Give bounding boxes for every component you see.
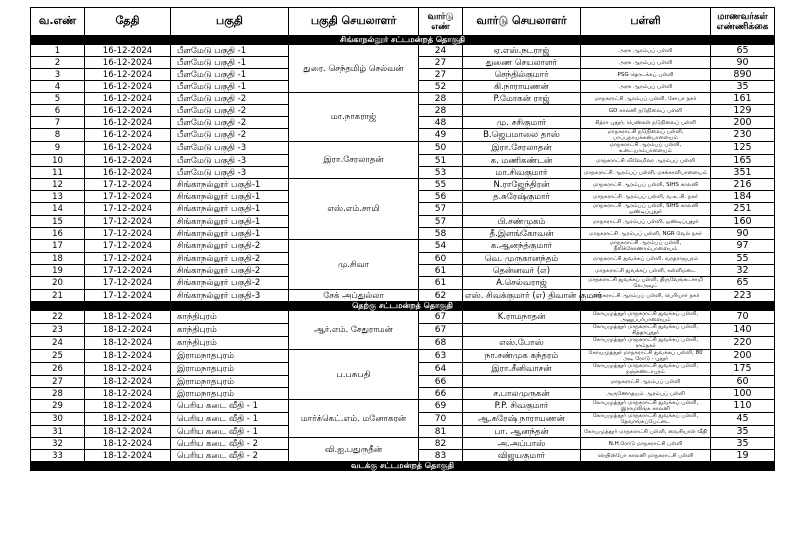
header-serial: வ.எண் [31, 8, 85, 36]
area-cell: சிங்காநல்லூர் பகுதி-1 [171, 216, 289, 228]
area-cell: பெரிய கடை வீதி - 1 [171, 426, 289, 438]
student-count-cell: 140 [711, 324, 775, 337]
schedule-table [30, 7, 775, 471]
school-cell: மாநகராட்சி ஆரம்பப் பள்ளி, வ.உ.சி. நகர் [581, 191, 711, 203]
school-cell: மாநகராட்சி ஆரம்பப் பள்ளி, நீலிக்கோணாம்பாளையம் [581, 240, 711, 253]
serial-cell: 23 [31, 324, 85, 337]
student-count-cell: 19 [711, 450, 775, 462]
date-cell: 18-12-2024 [85, 311, 171, 324]
serial-cell: 4 [31, 81, 85, 93]
ward-secretary-cell: துணை செயலாளர் [463, 57, 581, 69]
ward-cell: 60 [419, 253, 463, 265]
ward-cell: 67 [419, 311, 463, 324]
school-cell: மாநகராட்சி ஆரம்பப் பள்ளி, பெரியார் நகர் [581, 290, 711, 302]
area-cell: பீளமேடு பகுதி -2 [171, 105, 289, 117]
serial-cell: 1 [31, 45, 85, 57]
section-header-row [31, 302, 775, 311]
date-cell: 18-12-2024 [85, 350, 171, 363]
date-cell: 18-12-2024 [85, 413, 171, 426]
date-cell: 17-12-2024 [85, 277, 171, 290]
school-cell: கோயமுத்தூர் மாநகராட்சி துவக்கப் பள்ளி, ராம்நகர் [581, 337, 711, 350]
date-cell: 17-12-2024 [85, 290, 171, 302]
ward-secretary-cell: K.ராமநாதன் [463, 311, 581, 324]
ward-cell: 49 [419, 129, 463, 142]
date-cell: 16-12-2024 [85, 93, 171, 105]
ward-cell: 54 [419, 240, 463, 253]
area-cell: பீளமேடு பகுதி -1 [171, 81, 289, 93]
date-cell: 18-12-2024 [85, 363, 171, 376]
student-count-cell: 65 [711, 277, 775, 290]
school-cell: மாநகராட்சி விலேமிலர ஆரம்பப் பள்ளி [581, 155, 711, 167]
ward-cell: 48 [419, 117, 463, 129]
area-cell: பீளமேடு பகுதி -2 [171, 117, 289, 129]
serial-cell: 9 [31, 142, 85, 155]
area-cell: இராமநாதபுரம் [171, 388, 289, 400]
school-cell: மாநகராட்சி ஆரம்பப் பள்ளி, மசக்காளிபாளையம் [581, 167, 711, 179]
school-cell: ரெயின்போ காலனி மாநகராட்சி பள்ளி [581, 450, 711, 462]
serial-cell: 32 [31, 438, 85, 450]
ward-secretary-cell: க.ஆனந்த்குமார் [463, 240, 581, 253]
ward-secretary-cell: விஜயகுமார் [463, 450, 581, 462]
serial-cell: 18 [31, 253, 85, 265]
ward-cell: 58 [419, 228, 463, 240]
student-count-cell: 35 [711, 438, 775, 450]
school-cell: கோயமுத்தூர் மாநகராட்சி துவக்கப் பள்ளி, 80 அடி ரோடு - புதூர் [581, 350, 711, 363]
area-cell: சிங்காநல்லூர் பகுதி-1 [171, 203, 289, 216]
ward-cell: 27 [419, 57, 463, 69]
ward-secretary-cell: க. மணிகண்டன் [463, 155, 581, 167]
date-cell: 16-12-2024 [85, 142, 171, 155]
serial-cell: 2 [31, 57, 85, 69]
serial-cell: 29 [31, 400, 85, 413]
date-cell: 18-12-2024 [85, 426, 171, 438]
ward-cell: 66 [419, 388, 463, 400]
header-area-secretary: பகுதி செயலாளர் [289, 8, 419, 36]
student-count-cell: 220 [711, 337, 775, 350]
date-cell: 17-12-2024 [85, 228, 171, 240]
header-student-count: மாணவர்கள் எண்ணிக்கை [711, 8, 775, 36]
area-cell: சிங்காநல்லூர் பகுதி-1 [171, 191, 289, 203]
ward-secretary-cell: கி.நாராயணன் [463, 81, 581, 93]
date-cell: 17-12-2024 [85, 179, 171, 191]
ward-secretary-cell: P.மோகன் ராஜ் [463, 93, 581, 105]
ward-cell: 81 [419, 426, 463, 438]
area-cell: காந்திபுரம் [171, 311, 289, 324]
serial-cell: 19 [31, 265, 85, 277]
ward-secretary-cell: B.ஜெபமாலை தாஸ் [463, 129, 581, 142]
area-cell: இராமநாதபுரம் [171, 350, 289, 363]
ward-secretary-cell: வெ. முருகானந்தம் [463, 253, 581, 265]
date-cell: 17-12-2024 [85, 265, 171, 277]
area-cell: சிங்காநல்லூர் பகுதி-2 [171, 253, 289, 265]
school-cell: மாநகராட்சி ஆரம்பப் பள்ளி, SIHS காலனி ஒண்டிப்புதூர் [581, 203, 711, 216]
date-cell: 16-12-2024 [85, 117, 171, 129]
area-secretary-cell: ப.பசுபதி [289, 350, 419, 400]
serial-cell: 33 [31, 450, 85, 462]
serial-cell: 24 [31, 337, 85, 350]
date-cell: 16-12-2024 [85, 45, 171, 57]
date-cell: 17-12-2024 [85, 191, 171, 203]
serial-cell: 25 [31, 350, 85, 363]
date-cell: 16-12-2024 [85, 105, 171, 117]
area-cell: சிங்காநல்லூர் பகுதி-2 [171, 240, 289, 253]
area-cell: பீளமேடு பகுதி -1 [171, 57, 289, 69]
table-row [31, 93, 775, 105]
student-count-cell: 100 [711, 388, 775, 400]
student-count-cell: 160 [711, 216, 775, 228]
ward-secretary-cell: தென்னவர் (எ) [463, 265, 581, 277]
ward-secretary-cell: மு. சசிகுமார் [463, 117, 581, 129]
school-cell: மாநகராட்சி துவக்கப் பள்ளி, திருவேங்கடசாமி லேஅவுட் [581, 277, 711, 290]
ward-cell: 53 [419, 167, 463, 179]
ward-cell: 82 [419, 438, 463, 450]
ward-cell: 57 [419, 203, 463, 216]
serial-cell: 22 [31, 311, 85, 324]
header-ward-no: வார்டு எண் [419, 8, 463, 36]
area-cell: பீளமேடு பகுதி -3 [171, 167, 289, 179]
student-count-cell: 32 [711, 265, 775, 277]
ward-secretary-cell: இரா.சீனிவாசன் [463, 363, 581, 376]
ward-secretary-cell: செந்தில்குமார் [463, 69, 581, 81]
ward-cell: 28 [419, 93, 463, 105]
ward-cell: 68 [419, 337, 463, 350]
ward-secretary-cell: A.செல்வராஜ் [463, 277, 581, 290]
table-row [31, 142, 775, 155]
area-cell: பெரிய கடை வீதி - 2 [171, 450, 289, 462]
date-cell: 18-12-2024 [85, 450, 171, 462]
ward-cell: 52 [419, 81, 463, 93]
ward-cell: 66 [419, 376, 463, 388]
serial-cell: 5 [31, 93, 85, 105]
school-cell: PSG தொடக்கப் பள்ளி [581, 69, 711, 81]
area-secretary-cell: எஸ்.எம்.சாமி [289, 179, 419, 240]
header-date: தேதி [85, 8, 171, 36]
school-cell: அரசு ஆரம்பப் பள்ளி [581, 81, 711, 93]
date-cell: 17-12-2024 [85, 253, 171, 265]
school-cell: மாநகராட்சி ஆரம்பப் பள்ளி, SIHS காலனி [581, 179, 711, 191]
table-row [31, 179, 775, 191]
serial-cell: 31 [31, 426, 85, 438]
ward-secretary-cell: ஏ.எஸ்.நடராஜ் [463, 45, 581, 57]
school-cell: சித்ரா புதூர், பெண்கள் நடுநிலைப் பள்ளி [581, 117, 711, 129]
area-cell: பெரிய கடை வீதி - 2 [171, 438, 289, 450]
ward-cell: 61 [419, 277, 463, 290]
student-count-cell: 351 [711, 167, 775, 179]
serial-cell: 13 [31, 191, 85, 203]
date-cell: 16-12-2024 [85, 155, 171, 167]
ward-cell: 51 [419, 155, 463, 167]
school-cell: மாநகராட்சி ஆரம்பப் பள்ளி, NGR வேல் நகர் [581, 228, 711, 240]
table-row [31, 311, 775, 324]
date-cell: 16-12-2024 [85, 57, 171, 69]
serial-cell: 21 [31, 290, 85, 302]
table-row [31, 438, 775, 450]
student-count-cell: 35 [711, 81, 775, 93]
school-cell: அரசு ஆரம்பப் பள்ளி [581, 45, 711, 57]
ward-secretary-cell: ஆ.சுரேஷ் நாராயணன் [463, 413, 581, 426]
ward-cell: 56 [419, 191, 463, 203]
school-cell: மாநகராட்சி ஆரம்பப் பள்ளி, ஒண்டிப்புதூர் [581, 216, 711, 228]
area-cell: இராமநாதபுரம் [171, 376, 289, 388]
ward-secretary-cell: எஸ்.போஸ் [463, 337, 581, 350]
ward-secretary-cell: பி.சண்முகம் [463, 216, 581, 228]
ward-secretary-cell [463, 105, 581, 117]
area-cell: பீளமேடு பகுதி -2 [171, 129, 289, 142]
ward-secretary-cell: தீ.இளங்கோவன் [463, 228, 581, 240]
ward-cell: 57 [419, 216, 463, 228]
area-cell: இராமநாதபுரம் [171, 363, 289, 376]
ward-cell: 69 [419, 400, 463, 413]
school-cell: அருணோதயம் ஆரம்பப் பள்ளி [581, 388, 711, 400]
school-cell: மாநகராட்சி துவக்கப் பள்ளி, வரதராஜபுரம் [581, 253, 711, 265]
date-cell: 18-12-2024 [85, 388, 171, 400]
area-secretary-cell: இரா.சேரலாதன் [289, 142, 419, 179]
section-header-row [31, 462, 775, 471]
school-cell: மாநகராட்சி ஆரம்பப் பள்ளி, உடையாம்பாளையம் [581, 142, 711, 155]
serial-cell: 7 [31, 117, 85, 129]
serial-cell: 26 [31, 363, 85, 376]
area-secretary-cell: சேக் அப்துல்லா [289, 290, 419, 302]
table-header [31, 8, 775, 36]
area-secretary-cell: மு.சிவா [289, 240, 419, 290]
table-row [31, 45, 775, 57]
serial-cell: 17 [31, 240, 85, 253]
ward-secretary-cell: P.P. சிவகுமார் [463, 400, 581, 413]
ward-cell: 50 [419, 142, 463, 155]
ward-cell: 83 [419, 450, 463, 462]
area-cell: சிங்காநல்லூர் பகுதி-1 [171, 228, 289, 240]
serial-cell: 30 [31, 413, 85, 426]
area-cell: பீளமேடு பகுதி -2 [171, 93, 289, 105]
ward-secretary-cell: ச.பாலமுருகன் [463, 388, 581, 400]
area-cell: பீளமேடு பகுதி -3 [171, 142, 289, 155]
date-cell: 17-12-2024 [85, 203, 171, 216]
ward-cell: 55 [419, 179, 463, 191]
student-count-cell: 60 [711, 376, 775, 388]
ward-secretary-cell: அ.அப்பாஸ் [463, 438, 581, 450]
student-count-cell: 165 [711, 155, 775, 167]
student-count-cell: 97 [711, 240, 775, 253]
date-cell: 17-12-2024 [85, 240, 171, 253]
serial-cell: 27 [31, 376, 85, 388]
ward-cell: 70 [419, 413, 463, 426]
ward-cell: 63 [419, 350, 463, 363]
date-cell: 18-12-2024 [85, 438, 171, 450]
area-cell: சிங்காநல்லூர் பகுதி-3 [171, 290, 289, 302]
student-count-cell: 70 [711, 311, 775, 324]
serial-cell: 14 [31, 203, 85, 216]
top-cropped-text [30, 0, 770, 6]
section-title: வடக்கு சட்டமன்றத் தொகுதி [31, 462, 775, 471]
school-cell: மாநகராட்சி ஆரம்பப் பள்ளி [581, 376, 711, 388]
student-count-cell: 90 [711, 57, 775, 69]
date-cell: 18-12-2024 [85, 400, 171, 413]
school-cell: கோயமுத்தூர் மாநகராட்சி துவக்கப் பள்ளி, அனுப்பர்பாளையம் [581, 311, 711, 324]
date-cell: 17-12-2024 [85, 216, 171, 228]
ward-cell: 28 [419, 105, 463, 117]
ward-secretary-cell: N.ராஜேந்திரன் [463, 179, 581, 191]
student-count-cell: 175 [711, 363, 775, 376]
school-cell: மாநகராட்சி நடுநிலைப் பள்ளி, பாப்பநாயக்கன்பாளையம் [581, 129, 711, 142]
school-cell: GD காலனி நடுநிலைப் பள்ளி [581, 105, 711, 117]
ward-secretary-cell: மா.சிவகுமார் [463, 167, 581, 179]
section-title: தெற்கு சட்டமன்றத் தொகுதி [31, 302, 775, 311]
school-cell: அரசு ஆரம்பப் பள்ளி [581, 57, 711, 69]
ward-cell: 62 [419, 290, 463, 302]
ward-cell: 64 [419, 363, 463, 376]
area-cell: பீளமேடு பகுதி -3 [171, 155, 289, 167]
student-count-cell: 161 [711, 93, 775, 105]
area-secretary-cell: மா.நாகராஜ் [289, 93, 419, 142]
date-cell: 16-12-2024 [85, 69, 171, 81]
area-cell: பீளமேடு பகுதி -1 [171, 69, 289, 81]
school-cell: கோயமுத்தூர் மாநகராட்சி துவக்கப் பள்ளி, சித்தாபுதூர் [581, 324, 711, 337]
school-cell: கோயமுத்தூர் மாநகராட்சி துவக்கப் பள்ளி, தேவாங்கப்பேட்டை [581, 413, 711, 426]
student-count-cell: 216 [711, 179, 775, 191]
ward-secretary-cell [463, 376, 581, 388]
date-cell: 16-12-2024 [85, 81, 171, 93]
area-cell: பெரிய கடை வீதி - 1 [171, 413, 289, 426]
ward-secretary-cell: பா. ஆனந்தன் [463, 426, 581, 438]
ward-secretary-cell: த.சுரேஷ்குமார் [463, 191, 581, 203]
ward-secretary-cell: நா.சண்முக சுந்தரம் [463, 350, 581, 363]
student-count-cell: 251 [711, 203, 775, 216]
student-count-cell: 45 [711, 413, 775, 426]
student-count-cell: 200 [711, 350, 775, 363]
student-count-cell: 129 [711, 105, 775, 117]
ward-cell: 24 [419, 45, 463, 57]
ward-secretary-cell [463, 324, 581, 337]
serial-cell: 16 [31, 228, 85, 240]
serial-cell: 3 [31, 69, 85, 81]
area-cell: பெரிய கடை வீதி - 1 [171, 400, 289, 413]
table-row [31, 240, 775, 253]
school-cell: கோயமுத்தூர் மாநகராட்சி துவக்கப் பள்ளி, நஞ்சுண்டாபுரம் [581, 363, 711, 376]
table-row [31, 290, 775, 302]
student-count-cell: 90 [711, 228, 775, 240]
date-cell: 18-12-2024 [85, 376, 171, 388]
serial-cell: 11 [31, 167, 85, 179]
ward-cell: 67 [419, 324, 463, 337]
serial-cell: 6 [31, 105, 85, 117]
header-ward-secretary: வார்டு செயலாளர் [463, 8, 581, 36]
date-cell: 16-12-2024 [85, 129, 171, 142]
area-cell: காந்திபுரம் [171, 324, 289, 337]
ward-secretary-cell [463, 203, 581, 216]
student-count-cell: 184 [711, 191, 775, 203]
school-cell: மாநகராட்சி ஆரம்பப் பள்ளி, சோபா நகர் [581, 93, 711, 105]
area-cell: சிங்காநல்லூர் பகுதி-2 [171, 265, 289, 277]
table-body [31, 36, 775, 471]
serial-cell: 12 [31, 179, 85, 191]
ward-cell: 27 [419, 69, 463, 81]
area-cell: சிங்காநல்லூர் பகுதி-1 [171, 179, 289, 191]
student-count-cell: 35 [711, 426, 775, 438]
area-cell: சிங்காநல்லூர் பகுதி-2 [171, 277, 289, 290]
student-count-cell: 125 [711, 142, 775, 155]
area-cell: காந்திபுரம் [171, 337, 289, 350]
area-cell: பீளமேடு பகுதி -1 [171, 45, 289, 57]
school-cell: கோயமுத்தூர் மாநகராட்சி துவக்கப் பள்ளி, இராமலிங்க காலனி [581, 400, 711, 413]
date-cell: 18-12-2024 [85, 324, 171, 337]
ward-cell: 61 [419, 265, 463, 277]
area-secretary-cell: துரை. செந்தமிழ் செல்வன் [289, 45, 419, 93]
student-count-cell: 230 [711, 129, 775, 142]
serial-cell: 28 [31, 388, 85, 400]
ward-secretary-cell: எஸ். சிவக்குமார் (எ) திவான் குமார் [463, 290, 581, 302]
ward-secretary-cell: இரா.சேரலாதன் [463, 142, 581, 155]
student-count-cell: 890 [711, 69, 775, 81]
header-school: பள்ளி [581, 8, 711, 36]
serial-cell: 15 [31, 216, 85, 228]
section-title: சிங்காநல்லூர் சட்டமன்றத் தொகுதி [31, 36, 775, 45]
school-cell: மாநகராட்சி துவக்கப் பள்ளி, கள்ளிமடை [581, 265, 711, 277]
date-cell: 16-12-2024 [85, 167, 171, 179]
area-secretary-cell: ஆர்.எம். சேதுராமன் [289, 311, 419, 350]
student-count-cell: 55 [711, 253, 775, 265]
student-count-cell: 200 [711, 117, 775, 129]
serial-cell: 10 [31, 155, 85, 167]
area-secretary-cell: வி.ஐ.பதுருதீன் [289, 438, 419, 462]
student-count-cell: 65 [711, 45, 775, 57]
serial-cell: 20 [31, 277, 85, 290]
header-area: பகுதி [171, 8, 289, 36]
area-secretary-cell: மார்க்கெட்.எம். மனோகரன் [289, 400, 419, 438]
school-cell: N.H.ரோடு மாநகராட்சி பள்ளி [581, 438, 711, 450]
student-count-cell: 223 [711, 290, 775, 302]
serial-cell: 8 [31, 129, 85, 142]
table-row [31, 350, 775, 363]
table-row [31, 400, 775, 413]
section-header-row [31, 36, 775, 45]
school-cell: கோயமுத்தூர் மாநகராட்சி பள்ளி, வைசியாள் வீதி [581, 426, 711, 438]
student-count-cell: 110 [711, 400, 775, 413]
date-cell: 18-12-2024 [85, 337, 171, 350]
